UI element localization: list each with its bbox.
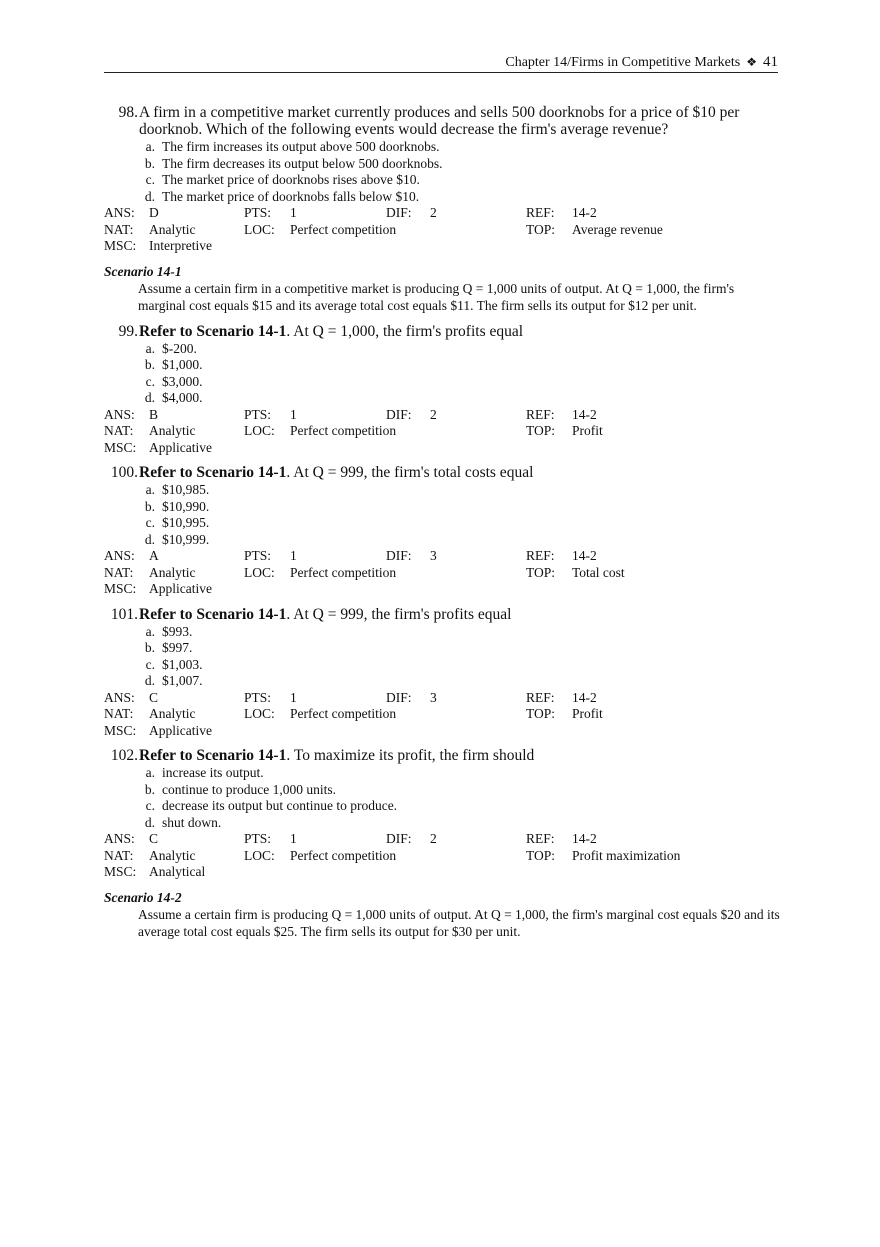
answer-metadata bbox=[104, 548, 780, 598]
scenario-text: Assume a certain firm in a competitive market is producing Q = 1,000 units of output. At Q = 1,000, the firm's marginal cost equals $15 and its average total cost equals $11. The firm sells its output for $12 per unit. bbox=[138, 280, 735, 313]
loc-label: LOC: bbox=[244, 423, 275, 438]
option-text: increase its output. bbox=[162, 765, 264, 780]
msc-label: MSC: bbox=[104, 439, 137, 455]
chapter-title: Chapter 14/Firms in Competitive Markets bbox=[505, 55, 741, 70]
ans-label: ANS: bbox=[104, 205, 135, 220]
diamond-icon: ❖ bbox=[746, 55, 757, 69]
pts-label: PTS: bbox=[244, 689, 272, 705]
top-label: TOP: bbox=[526, 564, 556, 580]
option-text: $4,000. bbox=[162, 390, 203, 405]
top-value: Profit bbox=[572, 706, 603, 721]
scenario-title: Scenario 14-2 bbox=[104, 889, 182, 905]
answer-option bbox=[104, 532, 780, 549]
option-letter: b. bbox=[144, 155, 155, 171]
option-text: $1,000. bbox=[162, 357, 203, 372]
nat-value: Analytic bbox=[149, 221, 196, 237]
option-letter: c. bbox=[145, 373, 155, 389]
loc-value: Perfect competition bbox=[290, 706, 397, 721]
nat-label: NAT: bbox=[104, 564, 134, 580]
answer-option bbox=[104, 515, 780, 532]
pts-value: 1 bbox=[290, 831, 297, 846]
top-label: TOP: bbox=[526, 847, 556, 863]
ref-value: 14-2 bbox=[572, 831, 597, 846]
ref-value: 14-2 bbox=[572, 406, 597, 422]
dif-label: DIF: bbox=[386, 831, 412, 846]
top-label: TOP: bbox=[526, 706, 556, 721]
answer-options bbox=[104, 765, 780, 831]
option-text: $10,990. bbox=[162, 498, 210, 514]
answer-metadata bbox=[104, 831, 780, 881]
pts-label: PTS: bbox=[244, 406, 272, 422]
answer-options bbox=[104, 482, 780, 548]
option-text: $3,000. bbox=[162, 373, 203, 389]
loc-label: LOC: bbox=[244, 564, 275, 580]
option-letter: c. bbox=[145, 515, 155, 530]
scenario-block bbox=[104, 889, 780, 940]
option-text: shut down. bbox=[162, 814, 222, 830]
answer-option bbox=[104, 189, 780, 206]
answer-metadata bbox=[104, 205, 780, 255]
answer-metadata bbox=[104, 407, 780, 457]
option-letter: b. bbox=[144, 781, 155, 797]
option-text: decrease its output but continue to produce. bbox=[162, 798, 398, 813]
dif-value: 3 bbox=[430, 689, 437, 705]
answer-option bbox=[104, 782, 780, 799]
top-value: Average revenue bbox=[572, 221, 663, 237]
pts-label: PTS: bbox=[244, 205, 272, 220]
option-letter: a. bbox=[145, 765, 155, 780]
question-number: 102. bbox=[110, 747, 138, 764]
question-number: 99. bbox=[118, 322, 138, 340]
answer-option bbox=[104, 172, 780, 189]
top-value: Profit maximization bbox=[572, 847, 681, 863]
loc-label: LOC: bbox=[244, 221, 275, 237]
option-letter: d. bbox=[144, 188, 155, 204]
top-value: Total cost bbox=[572, 564, 625, 580]
nat-label: NAT: bbox=[104, 423, 134, 438]
top-label: TOP: bbox=[526, 221, 556, 237]
loc-value: Perfect competition bbox=[290, 847, 397, 863]
msc-label: MSC: bbox=[104, 238, 137, 253]
scenario-reference: Refer to Scenario 14-1 bbox=[139, 605, 287, 623]
dif-value: 2 bbox=[430, 205, 437, 220]
answer-option bbox=[104, 139, 780, 156]
option-letter: c. bbox=[145, 172, 155, 187]
nat-value: Analytic bbox=[149, 564, 196, 580]
question-stem: Refer to Scenario 14-1. At Q = 1,000, the firm's profits equal bbox=[139, 322, 524, 340]
pts-value: 1 bbox=[290, 205, 297, 220]
nat-label: NAT: bbox=[104, 847, 134, 863]
ref-label: REF: bbox=[526, 406, 555, 422]
ans-value: C bbox=[149, 831, 159, 846]
ref-value: 14-2 bbox=[572, 548, 597, 563]
ans-label: ANS: bbox=[104, 406, 135, 422]
dif-value: 2 bbox=[430, 831, 437, 846]
option-letter: a. bbox=[145, 340, 155, 356]
pts-value: 1 bbox=[290, 406, 297, 422]
dif-value: 3 bbox=[430, 548, 437, 563]
scenario-title: Scenario 14-1 bbox=[104, 263, 182, 279]
option-text: $10,995. bbox=[162, 515, 210, 530]
option-letter: b. bbox=[144, 357, 155, 372]
ans-label: ANS: bbox=[104, 831, 135, 846]
question-98 bbox=[104, 104, 780, 255]
option-letter: b. bbox=[144, 498, 155, 514]
loc-label: LOC: bbox=[244, 847, 275, 863]
answer-option bbox=[104, 624, 780, 641]
ref-value: 14-2 bbox=[572, 689, 597, 705]
answer-option bbox=[104, 798, 780, 815]
question-stem: A firm in a competitive market currently produces and sells 500 doorknobs for a price of $10 per doorknob. Which of the following events would decrease the firm's average revenue? bbox=[139, 104, 740, 138]
option-text: The firm decreases its output below 500 doorknobs. bbox=[162, 155, 443, 171]
pts-label: PTS: bbox=[244, 548, 272, 563]
loc-value: Perfect competition bbox=[290, 221, 397, 237]
ref-value: 14-2 bbox=[572, 205, 597, 220]
option-text: $1,003. bbox=[162, 656, 203, 672]
answer-option bbox=[104, 482, 780, 499]
option-letter: b. bbox=[144, 640, 155, 655]
option-text: $997. bbox=[162, 640, 193, 655]
option-letter: c. bbox=[145, 798, 155, 813]
answer-options bbox=[104, 624, 780, 690]
answer-option bbox=[104, 657, 780, 674]
option-letter: a. bbox=[145, 139, 155, 154]
loc-value: Perfect competition bbox=[290, 423, 397, 438]
nat-label: NAT: bbox=[104, 221, 134, 237]
answer-option bbox=[104, 390, 780, 407]
option-letter: d. bbox=[144, 673, 155, 688]
scenario-reference: Refer to Scenario 14-1 bbox=[139, 464, 287, 481]
question-list bbox=[104, 104, 780, 949]
option-text: $-200. bbox=[162, 340, 197, 356]
ans-value: A bbox=[149, 548, 159, 563]
dif-label: DIF: bbox=[386, 548, 412, 563]
msc-value: Applicative bbox=[149, 439, 212, 455]
option-text: continue to produce 1,000 units. bbox=[162, 781, 336, 797]
top-label: TOP: bbox=[526, 423, 556, 438]
msc-label: MSC: bbox=[104, 722, 137, 738]
ans-value: D bbox=[149, 205, 159, 220]
option-text: $10,985. bbox=[162, 482, 210, 497]
answer-metadata bbox=[104, 690, 780, 740]
ans-label: ANS: bbox=[104, 548, 135, 563]
option-letter: a. bbox=[145, 482, 155, 497]
answer-option bbox=[104, 815, 780, 832]
scenario-reference: Refer to Scenario 14-1 bbox=[139, 322, 287, 340]
question-102 bbox=[104, 747, 780, 881]
answer-option bbox=[104, 357, 780, 374]
nat-value: Analytic bbox=[149, 423, 196, 438]
question-number: 100. bbox=[110, 464, 138, 481]
dif-value: 2 bbox=[430, 406, 437, 422]
scenario-reference: Refer to Scenario 14-1 bbox=[139, 747, 287, 764]
question-100 bbox=[104, 464, 780, 598]
dif-label: DIF: bbox=[386, 406, 412, 422]
msc-label: MSC: bbox=[104, 581, 137, 596]
nat-label: NAT: bbox=[104, 706, 134, 721]
question-stem: Refer to Scenario 14-1. To maximize its profit, the firm should bbox=[139, 747, 535, 764]
pts-value: 1 bbox=[290, 689, 297, 705]
ans-value: B bbox=[149, 406, 159, 422]
nat-value: Analytic bbox=[149, 706, 196, 721]
option-text: The market price of doorknobs falls below $10. bbox=[162, 188, 420, 204]
pts-label: PTS: bbox=[244, 831, 272, 846]
answer-option bbox=[104, 765, 780, 782]
pts-value: 1 bbox=[290, 548, 297, 563]
msc-value: Analytical bbox=[149, 864, 206, 879]
question-stem: Refer to Scenario 14-1. At Q = 999, the firm's total costs equal bbox=[139, 464, 534, 481]
msc-label: MSC: bbox=[104, 864, 137, 879]
ref-label: REF: bbox=[526, 205, 555, 220]
answer-option bbox=[104, 499, 780, 516]
loc-label: LOC: bbox=[244, 706, 275, 721]
option-text: $10,999. bbox=[162, 531, 210, 547]
option-letter: a. bbox=[145, 623, 155, 639]
answer-options bbox=[104, 139, 780, 205]
option-text: $1,007. bbox=[162, 673, 203, 688]
answer-options bbox=[104, 341, 780, 407]
option-letter: d. bbox=[144, 531, 155, 547]
answer-option bbox=[104, 341, 780, 358]
option-letter: c. bbox=[145, 656, 155, 672]
ref-label: REF: bbox=[526, 548, 555, 563]
dif-label: DIF: bbox=[386, 689, 412, 705]
scenario-text: Assume a certain firm is producing Q = 1,000 units of output. At Q = 1,000, the firm's marginal cost equals $20 and its average total cost equals $25. The firm sells its output for $30 per unit. bbox=[138, 906, 780, 939]
ans-value: C bbox=[149, 689, 159, 705]
question-99 bbox=[104, 323, 780, 457]
page-number: 41 bbox=[763, 54, 778, 70]
nat-value: Analytic bbox=[149, 847, 196, 863]
question-101 bbox=[104, 606, 780, 740]
question-number: 98. bbox=[118, 104, 138, 121]
option-text: The firm increases its output above 500 doorknobs. bbox=[162, 139, 440, 154]
option-text: The market price of doorknobs rises above $10. bbox=[162, 172, 420, 187]
question-stem: Refer to Scenario 14-1. At Q = 999, the firm's profits equal bbox=[139, 605, 512, 623]
dif-label: DIF: bbox=[386, 205, 412, 220]
question-number: 101. bbox=[110, 605, 138, 623]
ref-label: REF: bbox=[526, 831, 555, 846]
answer-option bbox=[104, 673, 780, 690]
answer-option bbox=[104, 374, 780, 391]
answer-option bbox=[104, 156, 780, 173]
option-letter: d. bbox=[144, 814, 155, 830]
top-value: Profit bbox=[572, 423, 603, 438]
msc-value: Applicative bbox=[149, 722, 212, 738]
msc-value: Applicative bbox=[149, 581, 212, 596]
scenario-block bbox=[104, 263, 780, 314]
loc-value: Perfect competition bbox=[290, 564, 397, 580]
msc-value: Interpretive bbox=[149, 238, 212, 253]
ans-label: ANS: bbox=[104, 689, 135, 705]
option-letter: d. bbox=[144, 390, 155, 405]
ref-label: REF: bbox=[526, 689, 555, 705]
page-header bbox=[104, 54, 778, 73]
answer-option bbox=[104, 640, 780, 657]
option-text: $993. bbox=[162, 623, 193, 639]
